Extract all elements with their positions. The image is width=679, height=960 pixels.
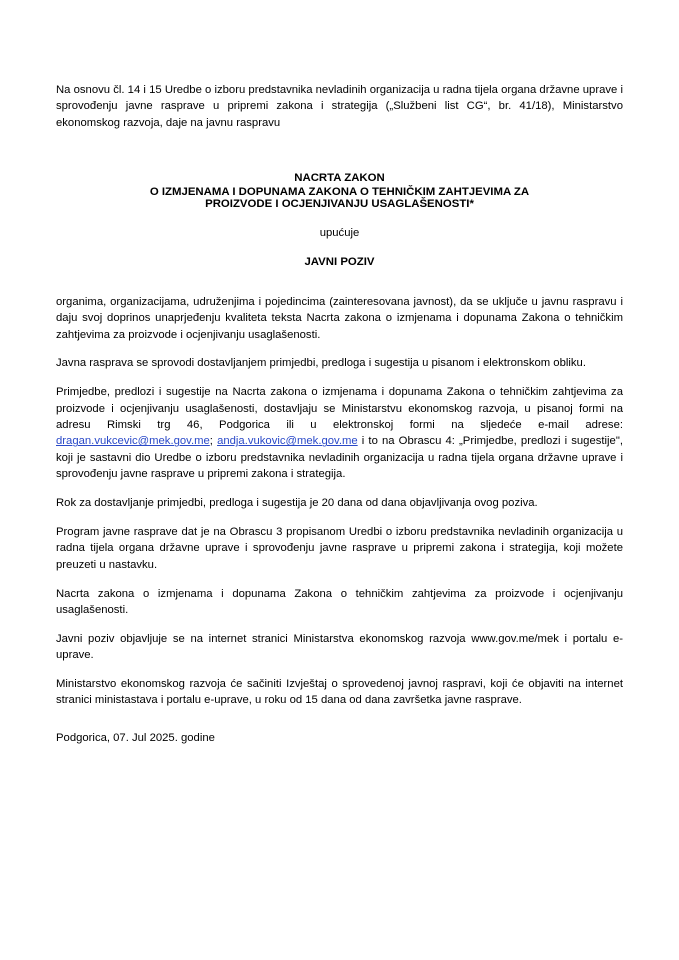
email-separator: ; xyxy=(209,435,218,448)
paragraph-4: Rok za dostavljanje primjedbi, predloga i sugestija je 20 dana od dana objavljivanja ovog poziva. xyxy=(56,497,538,510)
spacer xyxy=(56,239,623,256)
paragraph-2: Javna rasprava se sprovodi dostavljanjem primjedbi, predloga i sugestija u pisanom i elektronskom obliku. xyxy=(56,357,586,370)
paragraph-7: Javni poziv objavljuje se na internet stranici Ministarstva ekonomskog razvoja www.gov.me/mek i portalu e-uprave. xyxy=(56,632,623,662)
document-title-line-1: NACRTA ZAKON xyxy=(294,171,385,184)
intro-paragraph: Na osnovu čl. 14 i 15 Uredbe o izboru predstavnika nevladinih organizacija u radna tijela organa državne uprave i sprovođenju javne rasprave u pripremi zakona i strategija („Službeni list CG“, br. 41/18), Ministarstvo ekonomskog razvoja, daje na javnu raspravu xyxy=(56,84,623,129)
javni-poziv-heading: JAVNI POZIV xyxy=(304,255,375,268)
paragraph-6: Nacrta zakona o izmjenama i dopunama Zakona o tehničkim zahtjevima za proizvode i ocjenjivanju usaglašenosti. xyxy=(56,587,623,616)
spacer xyxy=(56,144,623,170)
spacer xyxy=(56,268,623,294)
email-link-andja[interactable]: andja.vukovic@mek.gov.me xyxy=(217,435,358,448)
signature-line: Podgorica, 07. Jul 2025. godine xyxy=(56,732,215,745)
upucuje-text: upućuje xyxy=(319,226,360,239)
paragraph-5: Program javne rasprave dat je na Obrascu 3 propisanom Uredbi o izboru predstavnika nevladinih organizacija u radna tijela organa državne uprave i sprovođenju javne rasprave u pripremi zakona i strategija, koji možete preuzeti u nastavku. xyxy=(56,525,623,571)
spacer xyxy=(56,210,623,227)
email-link-dragan[interactable]: dragan.vukcevic@mek.gov.me xyxy=(56,435,210,448)
paragraph-1: organima, organizacijama, udruženjima i pojedincima (zainteresovana javnost), da se uključe u javnu raspravu i daju svoj doprinos unaprjeđenju kvaliteta teksta Nacrta zakona o izmjenama i dopunama Zakona o tehničkim zahtjevima za proizvode i ocjenjivanju usaglašenosti. xyxy=(56,295,623,341)
paragraph-3-text-before: Primjedbe, predlozi i sugestije na Nacrta zakona o izmjenama i dopunama Zakona o tehničkim zahtjevima za proizvode i ocjenjivanju usaglašenosti, dostavljaju se Ministarstvu ekonomskog razvoja, u pisanoj formi na adresu Rimski trg 46, Podgorica ili u elektronskoj formi na sljedeće e-mail adrese: xyxy=(56,386,623,432)
document-title-line-2: O IZMJENAMA I DOPUNAMA ZAKONA O TEHNIČKIM ZAHTJEVIMA ZA xyxy=(149,185,530,198)
paragraph-3 xyxy=(56,384,623,482)
spacer xyxy=(56,721,623,732)
paragraph-8: Ministarstvo ekonomskog razvoja će sačiniti Izvještaj o sprovedenoj javnoj raspravi, koji će objaviti na internet stranici ministastava i portalu e-uprave, u roku od 15 dana od dana završetka javne rasprave. xyxy=(56,678,623,707)
paragraph-3-text-after: i to na Obrascu 4: „Primjedbe, predlozi i sugestije", koji je sastavni dio Uredbe o izboru predstavnika nevladinih organizacija u radna tijela organa državne uprave i sprovođenju javne rasprave u pripremi zakona i strategija. xyxy=(56,435,623,481)
document-title-line-3: PROIZVODE I OCJENJIVANJU USAGLAŠENOSTI* xyxy=(205,197,474,210)
